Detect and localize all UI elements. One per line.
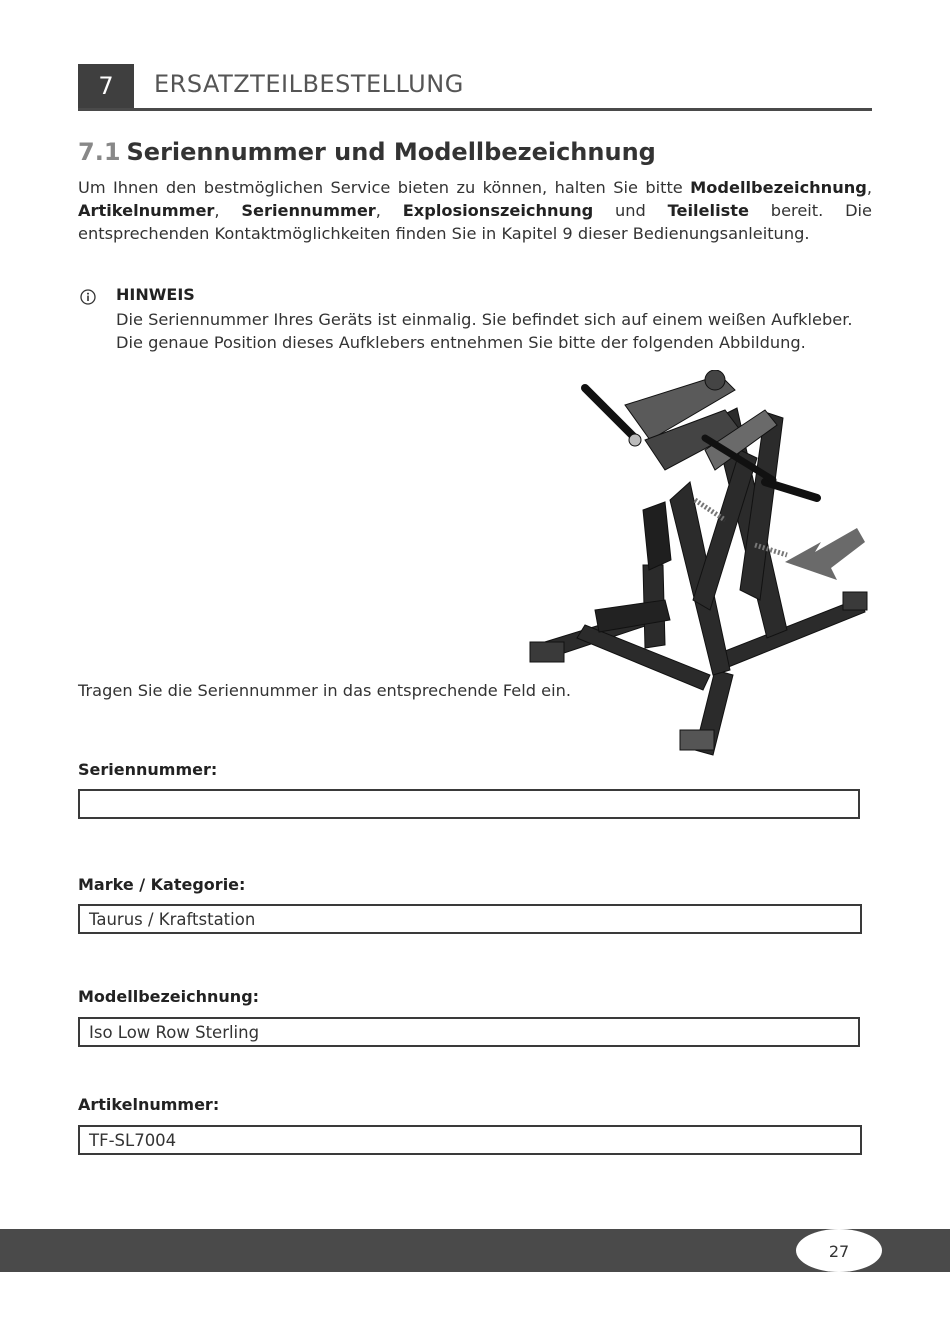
article-label: Artikelnummer:: [78, 1095, 220, 1114]
article-field[interactable]: TF-SL7004: [78, 1125, 862, 1155]
machine-illustration: [525, 370, 870, 760]
intro-text: ,: [214, 201, 242, 220]
serial-field[interactable]: [78, 789, 860, 819]
section-title: [78, 138, 656, 166]
section-title-text: Seriennummer und Modellbezeichnung: [126, 138, 656, 166]
chapter-title: ERSATZTEILBESTELLUNG: [154, 70, 464, 98]
info-icon: [80, 289, 96, 305]
model-field[interactable]: Iso Low Row Sterling: [78, 1017, 860, 1047]
brand-field[interactable]: Taurus / Kraftstation: [78, 904, 862, 934]
chapter-number: 7: [78, 64, 134, 108]
model-label: Modellbezeichnung:: [78, 987, 260, 1006]
instruction-text: Tragen Sie die Seriennummer in das entsprechende Feld ein.: [78, 681, 572, 700]
note-body: Die Seriennummer Ihres Geräts ist einmalig. Sie befindet sich auf einem weißen Aufkleber. Die genaue Position dieses Aufklebers entnehmen Sie bitte der folgenden Abbildung.: [116, 310, 853, 352]
note-heading: HINWEIS: [116, 285, 195, 304]
intro-bold-parts: Teileliste: [667, 201, 749, 220]
intro-bold-explosion: Explosionszeichnung: [402, 201, 594, 220]
intro-paragraph: [78, 176, 872, 245]
intro-bold-model: Modellbezeichnung: [690, 178, 867, 197]
intro-text: ,: [375, 201, 403, 220]
section-number: 7.1: [78, 138, 121, 166]
page-number: 27: [796, 1229, 882, 1272]
intro-text: Um Ihnen den bestmöglichen Service bieten zu können, halten Sie bitte: [78, 178, 691, 197]
intro-bold-article: Artikelnummer: [78, 201, 215, 220]
intro-text: ,: [866, 178, 872, 197]
chapter-header: [78, 64, 872, 111]
intro-text: und: [593, 201, 668, 220]
serial-label: Seriennummer:: [78, 760, 218, 779]
intro-text: bereit. Die entsprechenden Kontaktmöglichkeiten finden Sie in Kapitel 9 dieser Bedienungsanleitung.: [78, 201, 873, 243]
brand-label: Marke / Kategorie:: [78, 875, 246, 894]
intro-bold-serial: Seriennummer: [241, 201, 376, 220]
